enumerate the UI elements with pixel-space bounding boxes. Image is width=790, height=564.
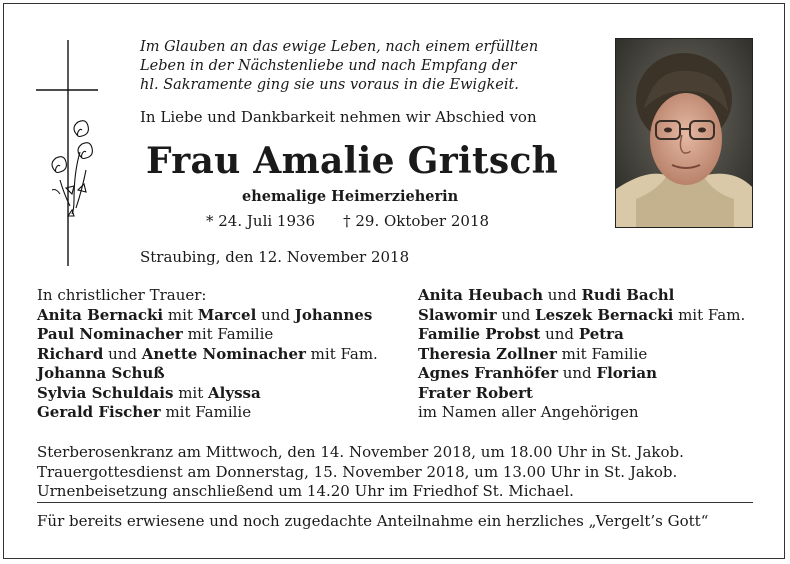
mourner-text: mit <box>173 383 209 402</box>
mourner-name: Slawomir <box>418 305 497 324</box>
mourner-name: Richard <box>37 344 104 363</box>
mourners-left <box>37 286 378 423</box>
mourner-name: Johanna Schuß <box>37 364 165 382</box>
mourner-name: Agnes Franhöfer <box>418 364 558 382</box>
mourner-line <box>418 306 745 326</box>
verse-line: hl. Sakramente ging sie uns voraus in die Ewigkeit. <box>140 77 519 93</box>
mourner-line <box>37 325 378 345</box>
mourner-line <box>37 384 378 404</box>
mourner-name: Anita Bernacki <box>37 305 164 324</box>
deceased-name: Frau Amalie Gritsch <box>146 140 559 182</box>
farewell-lead: In Liebe und Dankbarkeit nehmen wir Abschied von <box>140 108 537 126</box>
mourner-name: Familie Probst <box>418 325 541 343</box>
mourner-line <box>418 364 745 384</box>
mourner-name: Anette Nominacher <box>141 344 306 363</box>
mourner-name: Rudi Bachl <box>581 286 675 304</box>
mourner-text: mit Fam. <box>305 344 378 363</box>
life-dates <box>206 212 489 230</box>
verse-line: Im Glauben an das ewige Leben, nach einem erfüllten <box>140 39 539 55</box>
mourners-intro: In christlicher Trauer: <box>37 286 207 304</box>
mourner-name: Theresia Zollner <box>418 344 557 363</box>
death-date: † 29. Oktober 2018 <box>343 212 490 230</box>
mourner-text: mit <box>163 305 198 324</box>
mourner-name: Petra <box>578 325 624 343</box>
rosary-notice: Sterberosenkranz am Mittwoch, den 14. November 2018, um 18.00 Uhr in St. Jakob. <box>37 443 684 461</box>
mourner-name: Marcel <box>197 305 257 324</box>
thanks-line: Für bereits erwiesene und noch zugedachte Anteilnahme ein herzliches „Vergelt’s Gott“ <box>37 512 709 530</box>
service-notices <box>37 443 684 502</box>
mourner-text: und <box>256 305 295 324</box>
mourner-text: mit Familie <box>182 325 274 343</box>
mourner-text: mit Fam. <box>673 305 746 324</box>
mourner-line <box>418 325 745 345</box>
mourner-line <box>418 286 745 306</box>
birth-date: * 24. Juli 1936 <box>206 212 316 230</box>
mourner-text: mit Familie <box>160 403 252 421</box>
mourner-line <box>418 403 745 423</box>
mourner-line <box>37 364 378 384</box>
mourner-text: und <box>496 305 536 324</box>
place-date: Straubing, den 12. November 2018 <box>140 248 410 266</box>
mourner-text: mit Familie <box>556 344 648 363</box>
burial-notice: Urnenbeisetzung anschließend um 14.20 Uhr im Friedhof St. Michael. <box>37 482 574 500</box>
mourner-name: Alyssa <box>208 383 261 402</box>
verse-line: Leben in der Nächstenliebe und nach Empfang der <box>140 58 517 74</box>
mourner-text: und <box>540 325 579 343</box>
mourner-name: Johannes <box>294 305 373 324</box>
mourner-name: Gerald Fischer <box>37 403 161 421</box>
mourner-line <box>418 345 745 365</box>
mourner-text: und <box>542 286 582 304</box>
cross-with-roses-icon <box>36 40 100 266</box>
mourner-name: Paul Nominacher <box>37 325 183 343</box>
mourner-text: und <box>557 364 597 382</box>
mourner-line <box>37 345 378 365</box>
mourner-line <box>418 384 745 404</box>
mourner-name: Anita Heubach <box>418 286 543 304</box>
divider <box>37 502 753 503</box>
deceased-role: ehemalige Heimerzieherin <box>242 188 459 205</box>
mourner-name: Frater Robert <box>418 383 533 402</box>
service-notice: Trauergottesdienst am Donnerstag, 15. November 2018, um 13.00 Uhr in St. Jakob. <box>37 462 678 481</box>
mourner-text: und <box>103 344 142 363</box>
mourner-name: Florian <box>596 364 658 382</box>
memorial-verse <box>140 38 538 95</box>
mourner-line <box>37 306 378 326</box>
mourner-text: im Namen aller Angehörigen <box>418 403 639 421</box>
mourner-name: Leszek Bernacki <box>535 305 674 324</box>
portrait-photo <box>615 38 753 228</box>
mourner-name: Sylvia Schuldais <box>37 383 174 402</box>
mourners-right <box>418 286 745 423</box>
mourner-line <box>37 403 378 423</box>
